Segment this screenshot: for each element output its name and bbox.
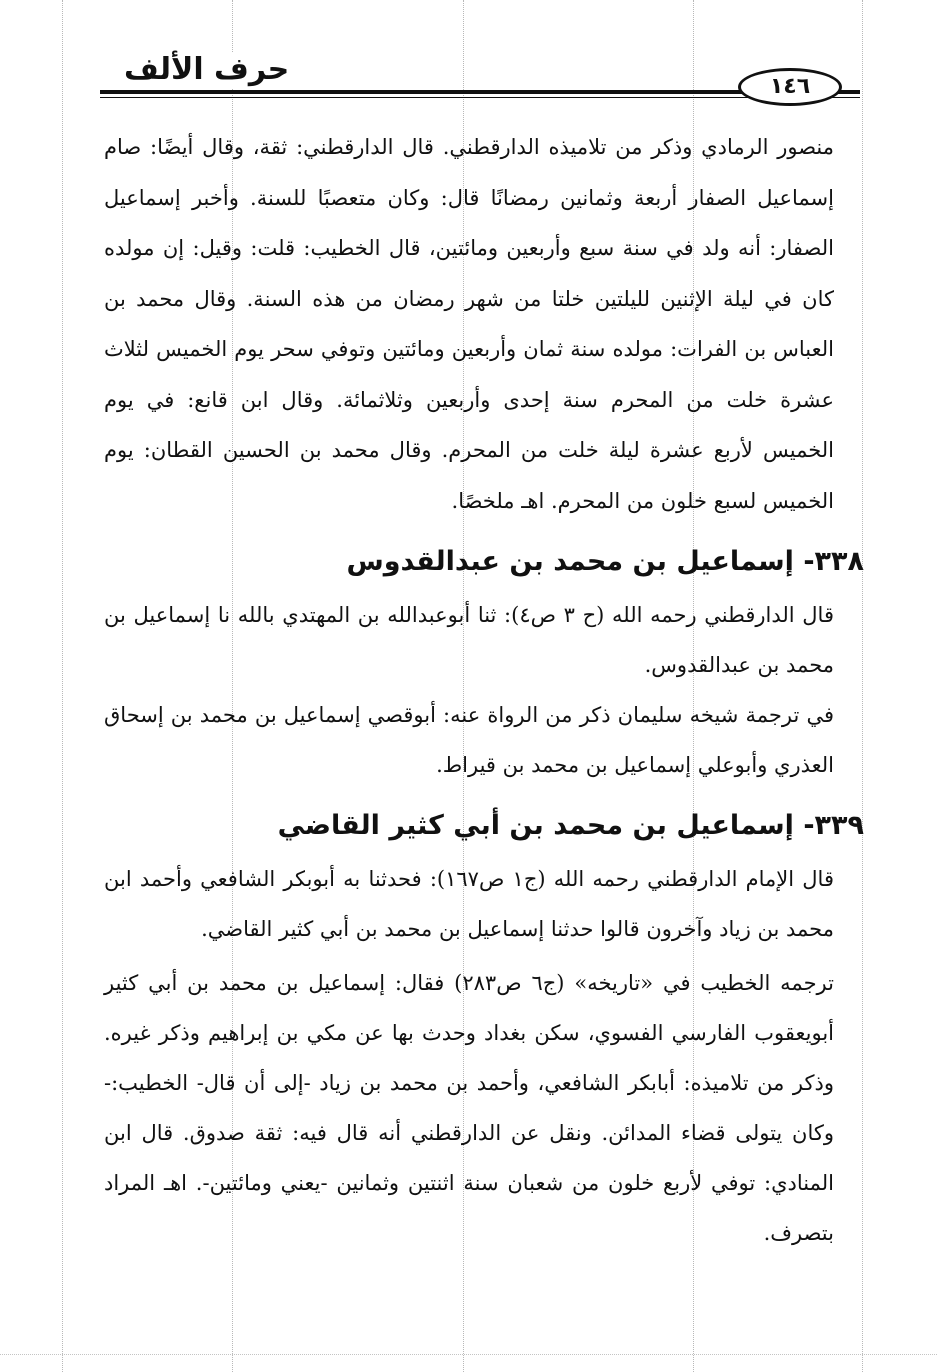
entry-339-paragraph-1: قال الإمام الدارقطني رحمه الله (ج١ ص١٦٧): فحدثنا به أبوبكر الشافعي وأحمد ابن محمد بن زياد وآخرون قالوا حدثنا إسماعيل بن محمد بن أبي كثير القاضي. bbox=[104, 867, 834, 941]
scan-guide-line bbox=[0, 1354, 937, 1355]
scan-guide-line bbox=[862, 0, 863, 1372]
entry-339-paragraph-2: ترجمه الخطيب في «تاريخه» (ج٦ ص٢٨٣) فقال: إسماعيل بن محمد بن أبي كثير أبويعقوب الفارسي الفسوي، سكن بغداد وحدث بها عن مكي بن إبراهيم وذكر غيره. وذكر من تلاميذه: أبابكر الشافعي، وأحمد بن محمد بن زياد -إلى أن قال- الخطيب:- وكان يتولى قضاء المدائن. ونقل عن الدارقطني أنه قال فيه: ثقة صدوق. قال ابن المنادي: توفي لأربع خلون من شعبان سنة اثنتين وثمانين -يعني ومائتين-. اهـ المراد بتصرف. bbox=[104, 971, 834, 1245]
entry-heading-338: ٣٣٨- إسماعيل بن محمد بن عبدالقدوس bbox=[346, 546, 864, 577]
chapter-title: حرف الألف bbox=[118, 52, 295, 88]
page-number: ١٤٦ bbox=[738, 68, 842, 106]
entry-heading-339: ٣٣٩- إسماعيل بن محمد بن أبي كثير القاضي bbox=[277, 810, 864, 841]
scan-guide-line bbox=[62, 0, 63, 1372]
page-body bbox=[104, 122, 864, 1258]
entry-338-paragraph-2: في ترجمة شيخه سليمان ذكر من الرواة عنه: أبوقصي إسماعيل بن محمد بن إسحاق العذري وأبوعلي إسماعيل بن محمد بن قيراط. bbox=[104, 703, 834, 777]
entry-338-paragraph-1: قال الدارقطني رحمه الله (ح ٣ ص٤): ثنا أبوعبدالله بن المهتدي بالله نا إسماعيل بن محمد بن عبدالقدوس. bbox=[104, 603, 834, 677]
page-header bbox=[100, 50, 860, 100]
intro-paragraph: منصور الرمادي وذكر من تلاميذه الدارقطني. قال الدارقطني: ثقة، وقال أيضًا: صام إسماعيل الصفار أربعة وثمانين رمضانًا قال: وكان متعصبًا للسنة. وأخبر إسماعيل الصفار: أنه ولد في سنة سبع وأربعين ومائتين، قال الخطيب: قلت: وقيل: إن مولده كان في ليلة الإثنين لليلتين خلتا من شهر رمضان من هذه السنة. وقال محمد بن العباس بن الفرات: مولده سنة ثمان وأربعين ومائتين وتوفي سحر يوم الخميس لثلاث عشرة خلت من المحرم سنة إحدى وأربعين وثلاثمائة. وقال ابن قانع: في يوم الخميس لأربع عشرة ليلة خلت من المحرم. وقال محمد بن الحسين القطان: يوم الخميس لسبع خلون من المحرم. اهـ ملخصًا. bbox=[104, 135, 834, 513]
